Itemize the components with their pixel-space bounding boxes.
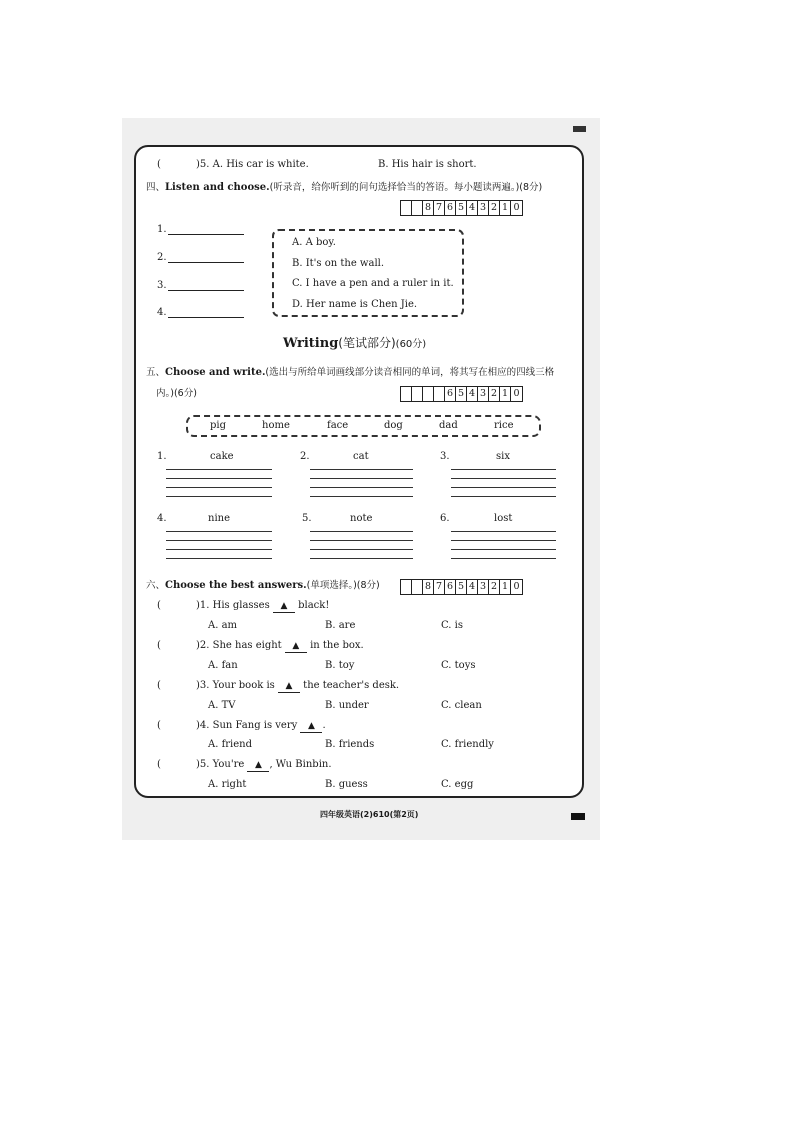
score-cell: 1: [500, 201, 511, 215]
section5-instructions: (选出与所给单词画线部分读音相同的单词，将其写在相应的四线三格: [265, 367, 555, 378]
q-option-a: A. TV: [208, 700, 236, 711]
q-blank: ▲: [300, 720, 322, 733]
section5-heading-cont: [156, 388, 197, 400]
writing-points: (60分): [395, 339, 427, 350]
q-option-c: C. is: [441, 620, 463, 631]
q-stem: [196, 680, 399, 693]
q-option-c: C. friendly: [441, 739, 494, 750]
s5-item-num: 2.: [300, 451, 310, 462]
section6-instructions: (单项选择。)(8分): [306, 580, 380, 591]
q5-option-b: B. His hair is short.: [378, 159, 477, 170]
writing-title: [283, 335, 426, 353]
section4-title: Listen and choose.: [165, 182, 270, 193]
section5-heading: [146, 367, 554, 379]
word-bank-word: face: [327, 420, 349, 431]
score-cell: 3: [478, 201, 489, 215]
section4-score-box: [400, 200, 523, 216]
section4-heading: [146, 182, 542, 194]
score-cell: 1: [500, 580, 511, 594]
q-option-a: A. am: [208, 620, 238, 631]
section5-instructions2: 内。)(6分): [156, 388, 197, 399]
s5-item-num: 1.: [157, 451, 167, 462]
score-cell: 1: [500, 387, 511, 401]
score-cell: [412, 201, 423, 215]
s5-item-word: cat: [353, 451, 369, 462]
score-cell: 4: [467, 580, 478, 594]
score-cell: [401, 201, 412, 215]
score-cell: 7: [434, 201, 445, 215]
section6-heading: [146, 580, 380, 592]
word-bank-word: dad: [439, 420, 458, 431]
score-cell: 6: [445, 580, 456, 594]
q-stem-post: , Wu Binbin.: [269, 759, 332, 770]
s4-item-num: 4.: [157, 307, 167, 318]
corner-mark: [573, 126, 586, 132]
four-line-grid: [451, 469, 556, 497]
score-cell: 6: [445, 201, 456, 215]
q-option-a: A. right: [208, 779, 247, 790]
word-bank-word: dog: [384, 420, 403, 431]
score-cell: 0: [513, 202, 520, 213]
score-cell: 3: [478, 387, 489, 401]
q-paren: (: [157, 720, 161, 731]
section6-score-box: [400, 579, 523, 595]
q-stem-pre: )1. His glasses: [196, 600, 270, 611]
q-stem-post: the teacher's desk.: [303, 680, 400, 691]
s5-item-num: 5.: [302, 513, 312, 524]
section5-title: Choose and write.: [165, 367, 266, 378]
q-stem: [196, 640, 364, 653]
score-cell: 0: [513, 388, 520, 399]
q-option-c: C. clean: [441, 700, 482, 711]
corner-mark: [571, 813, 585, 820]
score-cell: 5: [456, 580, 467, 594]
q-stem-post: .: [322, 720, 326, 731]
score-cell: [401, 387, 412, 401]
s5-item-num: 6.: [440, 513, 450, 524]
q-paren: (: [157, 640, 161, 651]
four-line-grid: [310, 531, 413, 559]
q-option-a: A. friend: [208, 739, 253, 750]
q-option-c: C. egg: [441, 779, 474, 790]
writing-subtitle: (笔试部分): [338, 336, 396, 350]
score-cell: [434, 387, 445, 401]
score-cell: 5: [456, 387, 467, 401]
score-cell: 4: [467, 387, 478, 401]
score-cell: [401, 580, 412, 594]
s5-item-word: six: [496, 451, 510, 462]
score-cell: 6: [445, 387, 456, 401]
answer-line: [168, 234, 244, 235]
section5-num: 五、: [146, 367, 166, 378]
q-option-c: C. toys: [441, 660, 476, 671]
q-paren: (: [157, 759, 161, 770]
s5-item-word: note: [350, 513, 373, 524]
q-option-b: B. are: [325, 620, 356, 631]
score-cell: [412, 580, 423, 594]
section4-num: 四、: [146, 182, 166, 193]
s4-item-num: 2.: [157, 252, 167, 263]
score-cell: 2: [489, 387, 500, 401]
word-bank-word: home: [262, 420, 290, 431]
q-stem-pre: )3. Your book is: [196, 680, 275, 691]
four-line-grid: [451, 531, 556, 559]
q-paren: (: [157, 680, 161, 691]
q-stem-post: black!: [298, 600, 330, 611]
q-stem: [196, 600, 329, 613]
score-cell: 5: [456, 201, 467, 215]
s4-item-num: 1.: [157, 224, 167, 235]
q-stem: [196, 720, 326, 733]
four-line-grid: [310, 469, 413, 497]
q-blank: ▲: [273, 600, 295, 613]
s5-item-word: cake: [210, 451, 234, 462]
q-option-a: A. fan: [208, 660, 238, 671]
s4-item-num: 3.: [157, 280, 167, 291]
writing-title-en: Writing: [283, 336, 339, 351]
q-option-b: B. friends: [325, 739, 375, 750]
section4-instructions: (听录音，给你听到的问句选择恰当的答语。每小题读两遍。)(8分): [269, 182, 543, 193]
score-cell: 7: [434, 580, 445, 594]
score-cell: [423, 387, 434, 401]
q-option-b: B. guess: [325, 779, 368, 790]
s5-item-word: nine: [208, 513, 230, 524]
q5-paren: (: [157, 159, 161, 170]
score-cell: 8: [423, 201, 434, 215]
s5-item-num: 4.: [157, 513, 167, 524]
option-c: C. I have a pen and a ruler in it.: [292, 278, 454, 289]
option-b: B. It's on the wall.: [292, 258, 385, 269]
score-cell: 2: [489, 201, 500, 215]
q-paren: (: [157, 600, 161, 611]
q-stem-pre: )5. You're: [196, 759, 245, 770]
section6-title: Choose the best answers.: [165, 580, 307, 591]
word-bank-box: [186, 415, 541, 437]
q-option-b: B. toy: [325, 660, 355, 671]
answer-line: [168, 290, 244, 291]
four-line-grid: [166, 469, 272, 497]
s5-item-num: 3.: [440, 451, 450, 462]
option-a: A. A boy.: [292, 237, 336, 248]
word-bank-word: rice: [494, 420, 514, 431]
q-stem-pre: )2. She has eight: [196, 640, 282, 651]
q-stem-pre: )4. Sun Fang is very: [196, 720, 298, 731]
section5-score-box: [400, 386, 523, 402]
score-cell: 4: [467, 201, 478, 215]
q-blank: ▲: [247, 759, 269, 772]
q-stem-post: in the box.: [310, 640, 364, 651]
q-option-b: B. under: [325, 700, 369, 711]
q-stem: [196, 759, 332, 772]
answer-line: [168, 262, 244, 263]
q5-text: )5. A. His car is white.: [196, 159, 309, 170]
word-bank-word: pig: [210, 420, 227, 431]
section6-num: 六、: [146, 580, 166, 591]
score-cell: 2: [489, 580, 500, 594]
page-footer: 四年级英语(2)610(第2页): [320, 810, 419, 819]
score-cell: 8: [423, 580, 434, 594]
score-cell: 3: [478, 580, 489, 594]
q-blank: ▲: [285, 640, 307, 653]
option-d: D. Her name is Chen Jie.: [292, 299, 418, 310]
s5-item-word: lost: [494, 513, 513, 524]
score-cell: [412, 387, 423, 401]
score-cell: 0: [513, 581, 520, 592]
q-blank: ▲: [278, 680, 300, 693]
four-line-grid: [166, 531, 272, 559]
answer-line: [168, 317, 244, 318]
